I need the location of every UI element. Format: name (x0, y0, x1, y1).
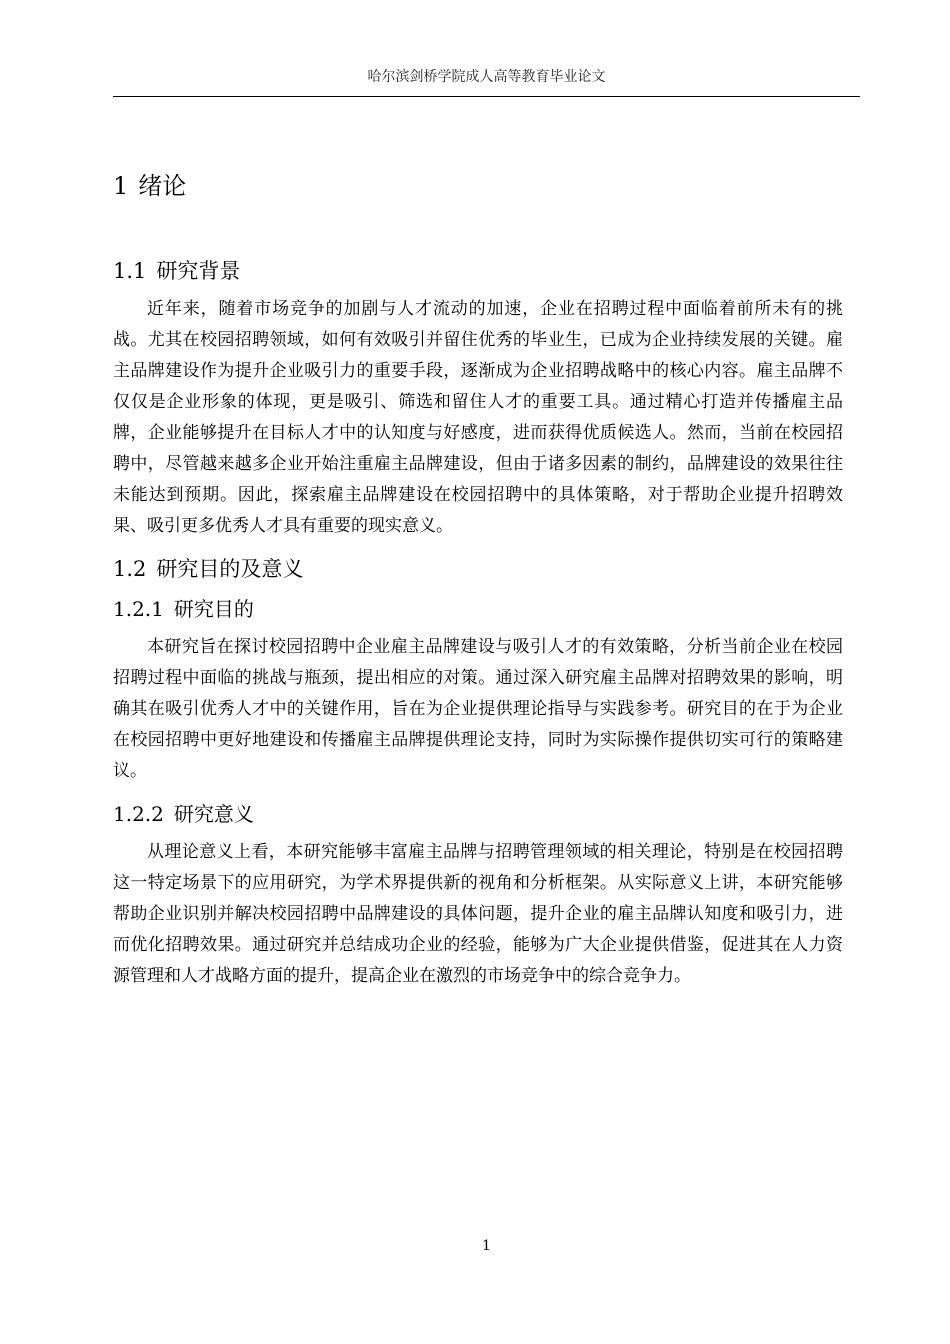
subsection-title: 研究意义 (173, 802, 254, 826)
section-title: 研究背景 (156, 259, 241, 283)
page-content (113, 168, 843, 1000)
running-header: 哈尔滨剑桥学院成人高等教育毕业论文 (367, 69, 606, 85)
page-number: 1 (482, 1238, 491, 1254)
paragraph-purpose: 本研究旨在探讨校园招聘中企业雇主品牌建设与吸引人才的有效策略，分析当前企业在校园招聘过程中面临的挑战与瓶颈，提出相应的对策。通过深入研究雇主品牌对招聘效果的影响，明确其在吸引优秀人才中的关键作用，旨在为企业提供理论指导与实践参考。研究目的在于为企业在校园招聘中更好地建设和传播雇主品牌提供理论支持，同时为实际操作提供切实可行的策略建议。 (113, 637, 843, 781)
subsection-title: 研究目的 (173, 597, 254, 621)
subsection-number: 1.2.2 (113, 802, 164, 826)
section-title: 研究目的及意义 (156, 557, 304, 581)
header-rule (113, 96, 860, 97)
subsection-heading-1-2-1 (113, 592, 843, 626)
chapter-heading (113, 168, 843, 204)
section-heading-1-1 (113, 254, 843, 288)
chapter-number: 1 (113, 172, 129, 200)
subsection-number: 1.2.1 (113, 597, 164, 621)
section-number: 1.1 (113, 259, 147, 283)
paragraph-background: 近年来，随着市场竞争的加剧与人才流动的加速，企业在招聘过程中面临着前所未有的挑战。尤其在校园招聘领域，如何有效吸引并留住优秀的毕业生，已成为企业持续发展的关键。雇主品牌建设作为提升企业吸引力的重要手段，逐渐成为企业招聘战略中的核心内容。雇主品牌不仅仅是企业形象的体现，更是吸引、筛选和留住人才的重要工具。通过精心打造并传播雇主品牌，企业能够提升在目标人才中的认知度与好感度，进而获得优质候选人。然而，当前在校园招聘中，尽管越来越多企业开始注重雇主品牌建设，但由于诸多因素的制约，品牌建设的效果往往未能达到预期。因此，探索雇主品牌建设在校园招聘中的具体策略，对于帮助企业提升招聘效果、吸引更多优秀人才具有重要的现实意义。 (113, 299, 843, 536)
subsection-heading-1-2-2 (113, 797, 843, 831)
paragraph-significance: 从理论意义上看，本研究能够丰富雇主品牌与招聘管理领域的相关理论，特别是在校园招聘这一特定场景下的应用研究，为学术界提供新的视角和分析框架。从实际意义上讲，本研究能够帮助企业识别并解决校园招聘中品牌建设的具体问题，提升企业的雇主品牌认知度和吸引力，进而优化招聘效果。通过研究并总结成功企业的经验，能够为广大企业提供借鉴，促进其在人力资源管理和人才战略方面的提升，提高企业在激烈的市场竞争中的综合竞争力。 (113, 842, 843, 986)
section-heading-1-2 (113, 552, 843, 586)
section-number: 1.2 (113, 557, 147, 581)
chapter-title: 绪论 (138, 172, 187, 200)
